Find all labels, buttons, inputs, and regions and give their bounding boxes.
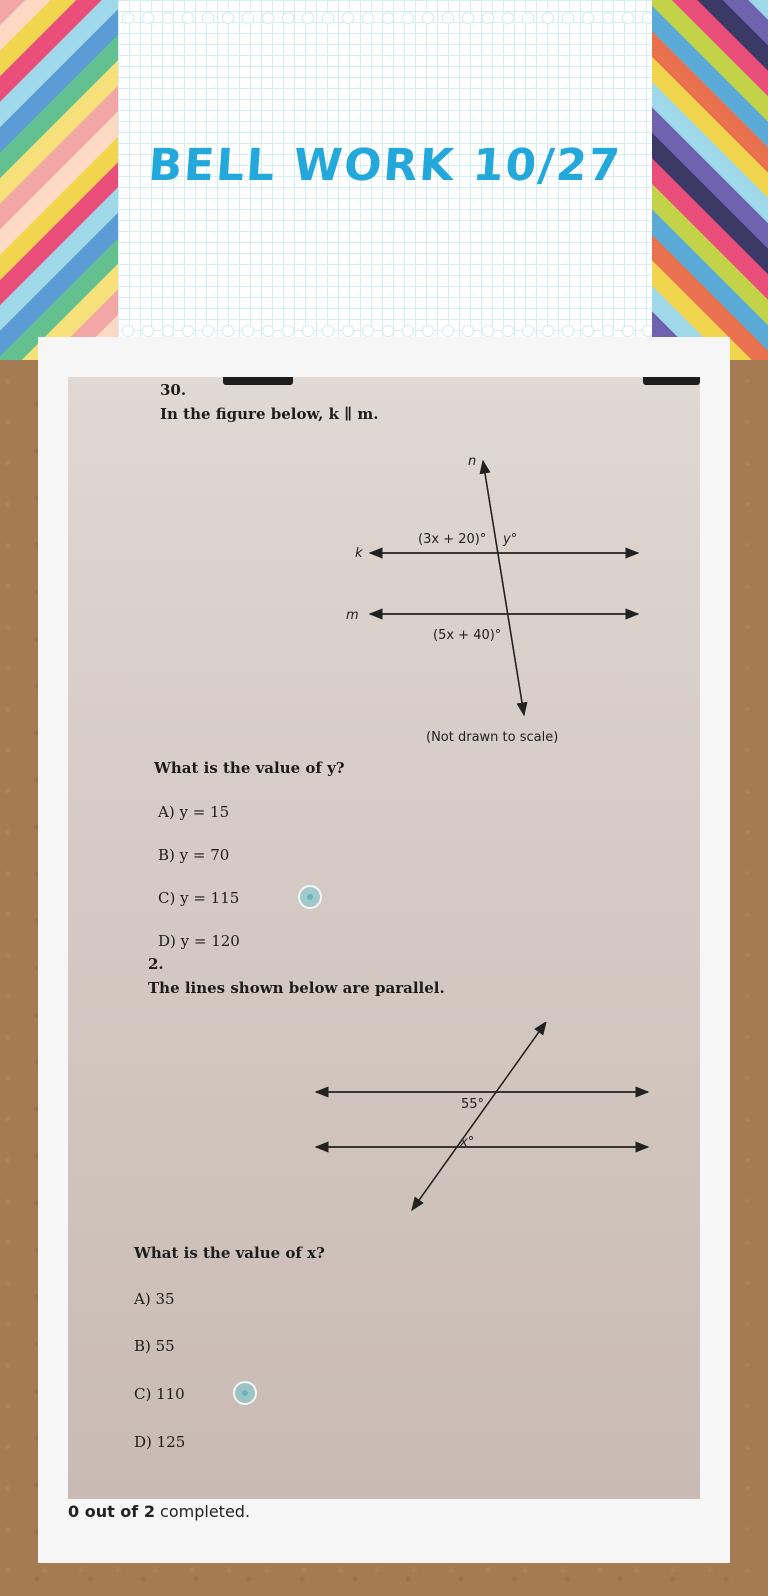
question1-choice-b[interactable]: B) y = 70 — [158, 846, 230, 864]
question2-choice-d[interactable]: D) 125 — [134, 1433, 186, 1451]
angle-3x-plus-20: (3x + 20)° — [418, 532, 487, 547]
label-n: n — [468, 454, 477, 469]
angle-55: 55° — [461, 1097, 485, 1112]
notebook-holes-top — [118, 12, 652, 24]
angle-y: y° — [503, 532, 518, 547]
question1-choice-d[interactable]: D) y = 120 — [158, 932, 240, 950]
question2-prompt: What is the value of x? — [134, 1244, 325, 1262]
label-k: k — [355, 546, 363, 561]
clipboard-clip-left — [223, 377, 293, 385]
worksheet-photo — [68, 377, 700, 1499]
completion-count: 0 out of 2 — [68, 1502, 155, 1521]
completion-status — [68, 1502, 250, 1521]
question1-number: 30. — [160, 381, 187, 399]
transversal-figure-2 — [308, 1022, 668, 1232]
question1-prompt: What is the value of y? — [154, 759, 345, 777]
question2-choice-b[interactable]: B) 55 — [134, 1337, 175, 1355]
transversal-figure-1 — [338, 447, 678, 757]
page-title: BELL WORK 10/27 — [146, 140, 624, 191]
question2-intro: The lines shown below are parallel. — [148, 979, 445, 997]
angle-x: x° — [460, 1135, 475, 1150]
not-to-scale-note: (Not drawn to scale) — [426, 730, 559, 745]
question2-choice-a[interactable]: A) 35 — [134, 1290, 175, 1308]
question1-choice-a[interactable]: A) y = 15 — [158, 803, 230, 821]
question2-choice-c[interactable]: C) 110 — [134, 1385, 185, 1403]
completion-suffix: completed. — [154, 1502, 251, 1521]
question2-number: 2. — [148, 955, 164, 973]
angle-5x-plus-40: (5x + 40)° — [433, 628, 502, 643]
question1-intro: In the figure below, k ∥ m. — [160, 405, 379, 423]
left-chevron-decoration — [0, 0, 118, 360]
right-chevron-decoration — [650, 0, 768, 360]
label-m: m — [346, 608, 359, 623]
transversal-line-lower-arrow — [412, 1022, 546, 1210]
line-n-top-arrow — [483, 461, 524, 715]
question1-answer-hotspot[interactable] — [298, 885, 322, 909]
question1-choice-c[interactable]: C) y = 115 — [158, 889, 240, 907]
notebook-holes-bottom — [118, 325, 652, 337]
question2-answer-hotspot[interactable] — [233, 1381, 257, 1405]
clipboard-clip-right — [643, 377, 700, 385]
